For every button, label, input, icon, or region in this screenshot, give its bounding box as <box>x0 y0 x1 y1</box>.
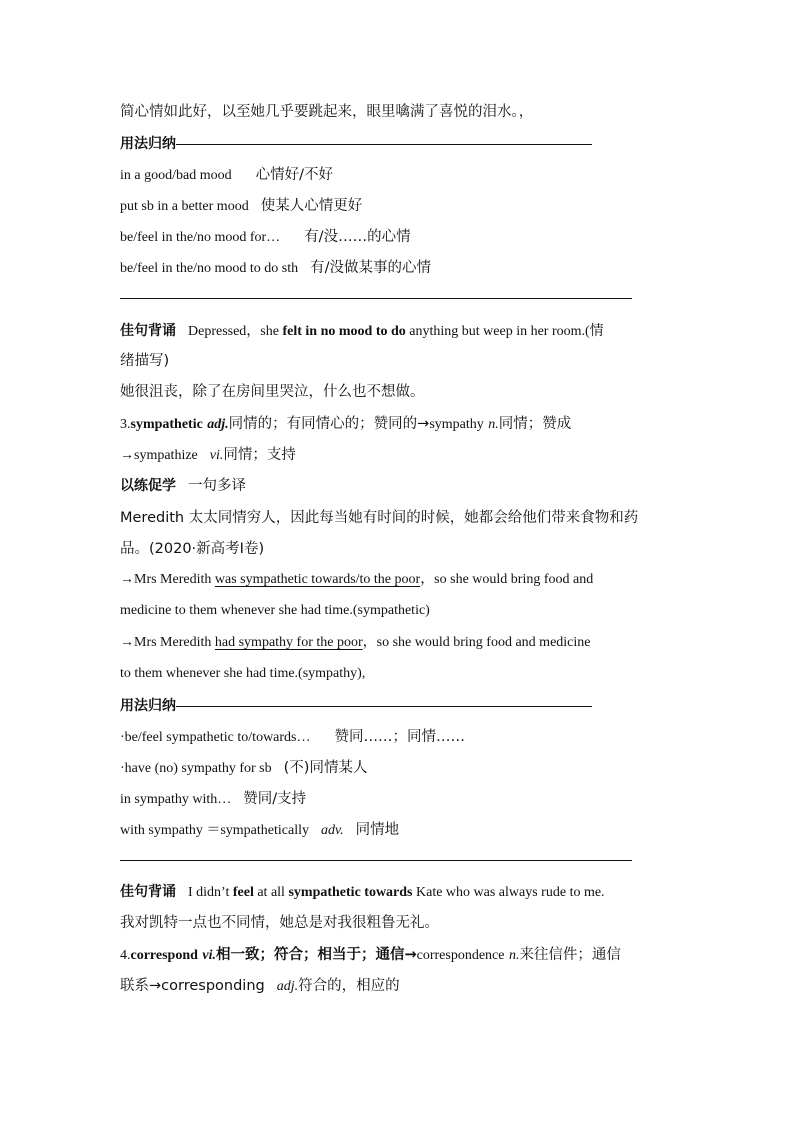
usage-phrase: be/feel in the/no mood for… <box>120 230 281 245</box>
part-of-speech: adj. <box>207 417 229 432</box>
answer-blank: had sympathy for the poor <box>214 635 363 650</box>
usage-phrase: ·have (no) sympathy for sb <box>120 761 272 776</box>
usage-item <box>120 165 676 186</box>
vocab-entry-cont <box>120 445 676 466</box>
usage-item <box>120 820 676 841</box>
usage-phrase: ·be/feel sympathetic to/towards… <box>120 730 311 745</box>
text-line: 简心情如此好，以至她几乎要跳起来，眼里噙满了喜悦的泪水。， <box>120 104 534 120</box>
section-divider <box>120 298 632 299</box>
example-highlight: feel <box>232 885 254 900</box>
vocab-meaning: 符合的，相应的 <box>298 978 400 994</box>
vocab-word: correspond <box>130 948 198 963</box>
vocab-entry-cont <box>120 976 676 997</box>
practice-heading <box>120 476 676 496</box>
text-line: medicine to them whenever she had time.(sympathetic) <box>120 603 430 618</box>
answer-blank: was sympathetic towards/to the poor <box>214 572 421 587</box>
answer-text: →Mrs Meredith <box>120 572 215 587</box>
example-translation: 我对凯特一点也不同情，她总是对我很粗鲁无礼。 <box>120 915 439 931</box>
usage-meaning: 有/没做某事的心情 <box>310 260 431 276</box>
related-word: correspondence <box>416 948 505 963</box>
usage-meaning: 赞同……；同情…… <box>334 729 465 745</box>
example-label: 佳句背诵 <box>120 323 176 339</box>
usage-phrase: put sb in a better mood <box>120 199 249 214</box>
text-line: 品。(2020·新高考Ⅰ卷) <box>120 541 265 557</box>
example-highlight: felt in no mood to do <box>282 324 406 339</box>
vocab-entry <box>120 945 676 966</box>
text-line: Meredith 太太同情穷人，因此每当她有时间的时候，她都会给他们带来食物和药 <box>120 510 639 526</box>
example-sentence <box>120 882 676 903</box>
text-line: to them whenever she had time.(sympathy), <box>120 666 366 681</box>
usage-meaning: 心情好/不好 <box>255 167 333 183</box>
usage-meaning: (不)同情某人 <box>283 760 368 776</box>
example-text: anything but weep in her room.(情 <box>405 324 604 339</box>
usage-meaning: 使某人心情更好 <box>260 198 363 214</box>
usage-heading <box>120 696 676 716</box>
part-of-speech: n. <box>508 948 520 963</box>
vocab-meaning: 来往信件；通信 <box>519 947 621 963</box>
part-of-speech: vi. <box>202 948 216 963</box>
vocab-entry <box>120 414 676 435</box>
example-sentence <box>120 321 676 342</box>
example-highlight: sympathetic towards <box>288 885 413 900</box>
translation-answer <box>120 570 676 590</box>
section-divider <box>120 860 632 861</box>
vocab-meaning: 同情；赞成 <box>498 416 572 432</box>
example-text: Depressed，she <box>188 324 283 339</box>
usage-heading <box>120 134 676 154</box>
usage-item <box>120 196 676 217</box>
usage-item <box>120 258 676 279</box>
related-word: →sympathize <box>120 448 198 463</box>
example-label: 佳句背诵 <box>120 884 176 900</box>
entry-number: 3. <box>120 417 131 432</box>
entry-number: 4. <box>120 948 131 963</box>
usage-meaning: 同情地 <box>355 822 400 838</box>
related-word: 联系→corresponding <box>120 978 265 994</box>
answer-text: ，so she would bring food and <box>420 572 594 587</box>
usage-item <box>120 227 676 248</box>
part-of-speech: vi. <box>209 448 224 463</box>
example-translation: 她很沮丧，除了在房间里哭泣，什么也不想做。 <box>120 384 425 400</box>
usage-item <box>120 758 676 779</box>
example-text: Kate who was always rude to me. <box>412 885 605 900</box>
usage-meaning: 有/没……的心情 <box>304 229 411 245</box>
part-of-speech: adv. <box>320 823 344 838</box>
part-of-speech: n. <box>488 417 499 432</box>
text-line: 绪描写) <box>120 353 170 369</box>
usage-phrase: in sympathy with… <box>120 792 232 807</box>
vocab-meaning: 相一致；符合；相当于；通信→ <box>215 947 417 963</box>
related-word: sympathy <box>429 417 484 432</box>
example-text: at all <box>253 885 289 900</box>
translation-answer <box>120 633 676 653</box>
answer-text: →Mrs Meredith <box>120 635 215 650</box>
usage-meaning: 赞同/支持 <box>243 791 307 807</box>
example-text: I didn’t <box>188 885 233 900</box>
practice-subtitle: 一句多译 <box>188 478 246 494</box>
part-of-speech: adj. <box>276 979 299 994</box>
vocab-meaning: 同情；支持 <box>223 447 296 463</box>
usage-phrase: be/feel in the/no mood to do sth <box>120 261 299 276</box>
usage-item <box>120 789 676 810</box>
answer-text: ，so she would bring food and medicine <box>362 635 591 650</box>
usage-title: 用法归纳 <box>120 136 176 152</box>
usage-item <box>120 727 676 748</box>
usage-phrase: in a good/bad mood <box>120 168 232 183</box>
usage-phrase: with sympathy ＝sympathetically <box>120 823 309 838</box>
vocab-meaning: 同情的；有同情心的；赞同的→ <box>228 416 430 432</box>
vocab-word: sympathetic <box>130 417 203 432</box>
heading-rule <box>176 144 592 145</box>
practice-label: 以练促学 <box>120 478 176 494</box>
heading-rule <box>176 706 592 707</box>
usage-title: 用法归纳 <box>120 698 176 714</box>
